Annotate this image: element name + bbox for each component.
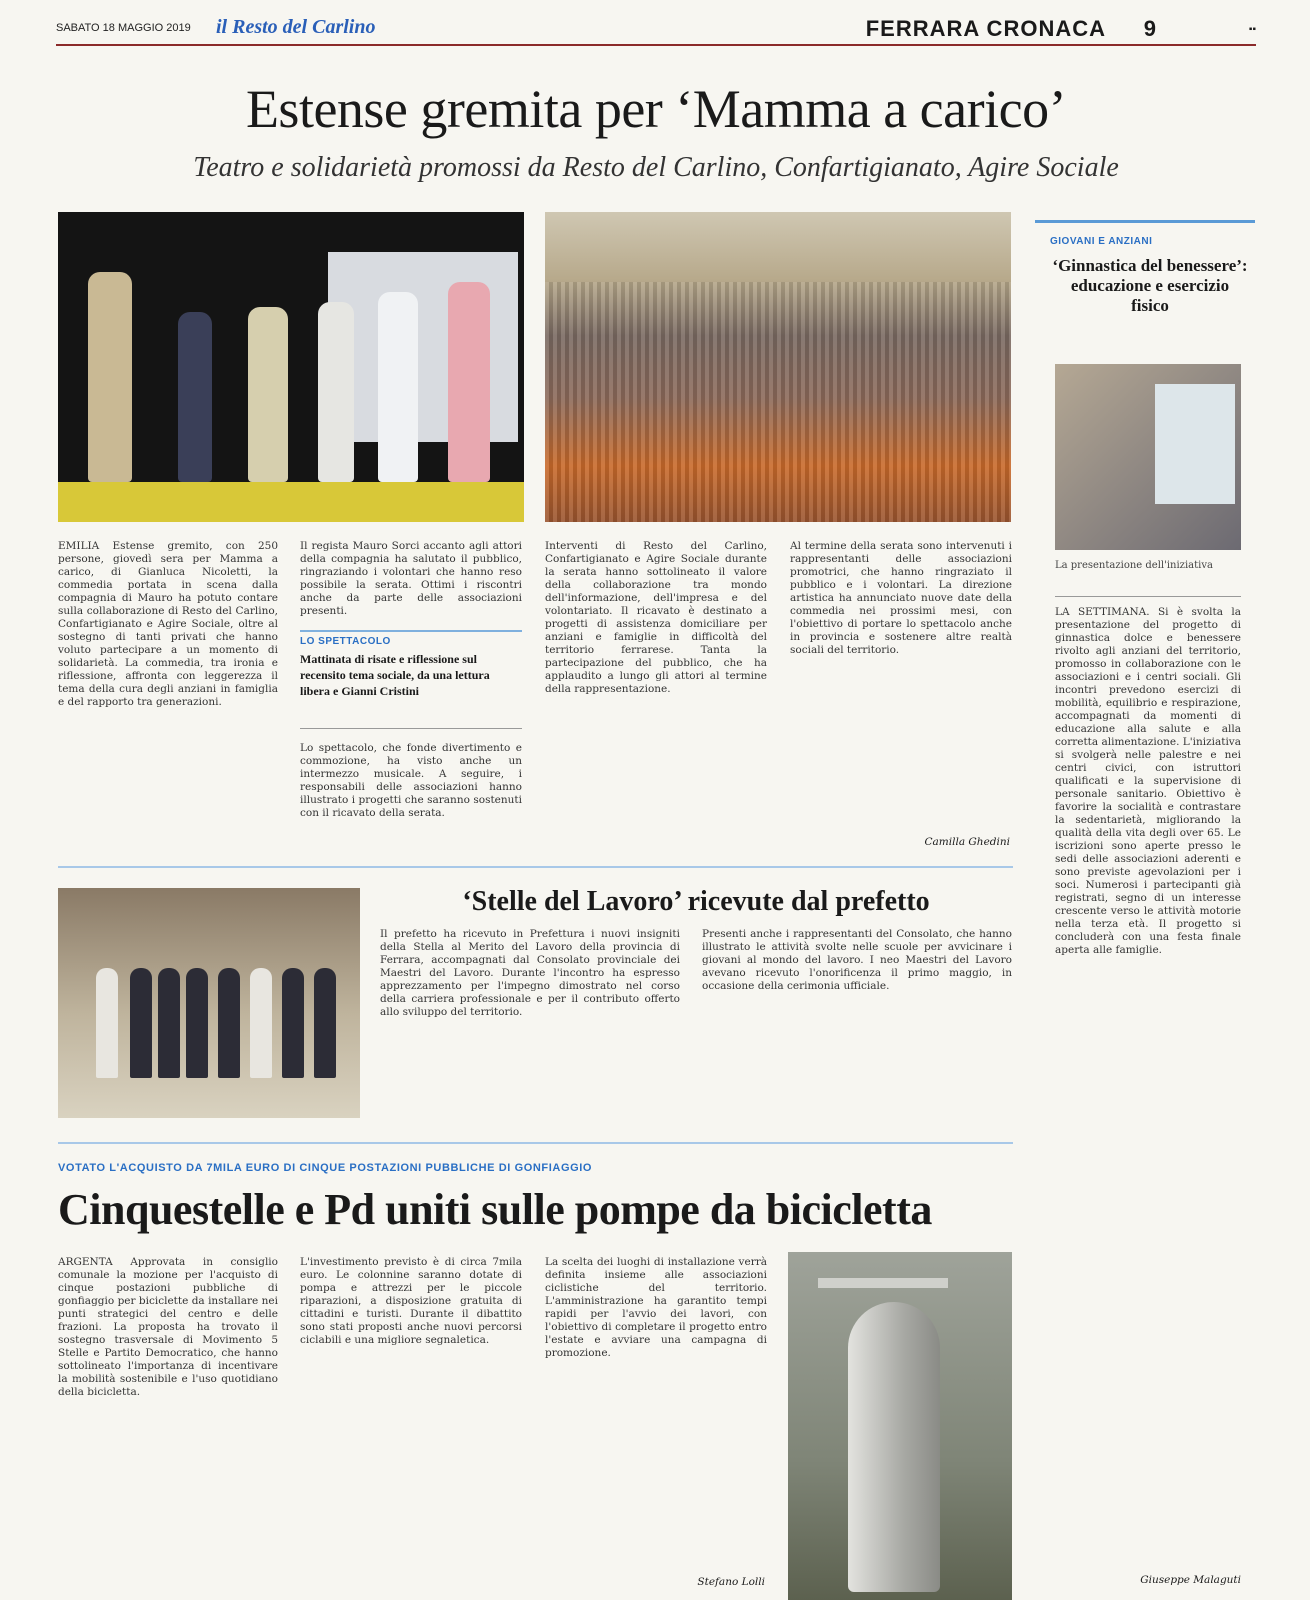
newspaper-logo: il Resto del Carlino bbox=[216, 16, 376, 38]
person-figure bbox=[314, 968, 336, 1078]
stage-floor bbox=[58, 482, 524, 522]
divider bbox=[1055, 596, 1241, 597]
second-article-col2: Presenti anche i rappresentanti del Consolato, che hanno illustrato le attività svolte nelle scuole per avvicinare i giovani al mondo del lavoro. I neo Maestri del Lavoro avevano ricevuto l'onorificenza il primo maggio, in occasione della cerimonia ufficiale. bbox=[702, 928, 1012, 992]
third-article-signature: Stefano Lolli bbox=[697, 1576, 765, 1588]
prefect-photo bbox=[58, 888, 360, 1118]
page-number: 9 bbox=[1143, 16, 1156, 41]
actor-figure bbox=[318, 302, 354, 482]
main-article-col3: Interventi di Resto del Carlino, Confartigianato e Agire Sociale durante la serata hanno sottolineato il valore della collaborazione tra mondo dell'informazione, dell'impresa e del volontariato. Il ricavato è destinato a progetti di assistenza domiciliare per anziani e famiglie in difficoltà del territorio ferrarese. Tanta la partecipazione del pubblico, che ha applaudito a lungo gli attori al termine della rappresentazione. bbox=[545, 540, 767, 695]
sidebar-signature: Giuseppe Malaguti bbox=[1140, 1574, 1241, 1586]
pump-cylinder bbox=[848, 1302, 940, 1592]
third-headline: Cinquestelle e Pd uniti sulle pompe da bicicletta bbox=[58, 1185, 932, 1234]
audience-photo bbox=[545, 212, 1011, 522]
actor-figure bbox=[88, 272, 132, 482]
bike-pump-photo bbox=[788, 1252, 1012, 1600]
main-article-col2-bottom: Lo spettacolo, che fonde divertimento e commozione, ha visto anche un intermezzo musicale. A seguire, i responsabili delle associazioni hanno illustrato i progetti che saranno sostenuti con il ricavato della serata. bbox=[300, 742, 522, 819]
divider bbox=[58, 1142, 1013, 1144]
actor-figure bbox=[378, 292, 418, 482]
inset-box bbox=[300, 630, 522, 729]
pump-handle bbox=[818, 1278, 948, 1288]
sidebar-caption: La presentazione dell'iniziativa bbox=[1055, 560, 1213, 571]
issue-date: SABATO 18 MAGGIO 2019 bbox=[56, 22, 191, 34]
third-article-col1: ARGENTA Approvata in consiglio comunale la mozione per l'acquisto di cinque postazioni pubbliche di gonfiaggio per biciclette da installare nei punti strategici del centro e delle frazioni. La proposta ha trovato il sostegno trasversale di Movimento 5 Stelle e Partito Democratico, che hanno sottolineato l'importanza di incentivare la mobilità sostenibile e l'uso quotidiano della bicicletta. bbox=[58, 1256, 278, 1398]
main-subhead: Teatro e solidarietà promossi da Resto del Carlino, Confartigianato, Agire Sociale bbox=[193, 152, 1119, 183]
main-article-col4: Al termine della serata sono intervenuti i rappresentanti delle associazioni promotrici, che hanno ringraziato il pubblico e i volontari. La direzione artistica ha annunciato nuove date della commedia nei prossimi mesi, con l'obiettivo di portare lo spettacolo anche in provincia e sostenere altre realtà sociali del territorio. bbox=[790, 540, 1012, 656]
second-headline: ‘Stelle del Lavoro’ ricevute dal prefetto bbox=[462, 886, 930, 917]
actor-figure bbox=[178, 312, 212, 482]
main-headline: Estense gremita per ‘Mamma a carico’ bbox=[245, 79, 1067, 139]
second-article-col1: Il prefetto ha ricevuto in Prefettura i nuovi insigniti della Stella al Merito del Lavoro della provincia di Ferrara, accompagnati dal Consolato provinciale dei Maestri del Lavoro. Durante l'incontro ha espresso apprezzamento per l'impegno dimostrato nel corso della carriera professionale e per il contributo offerto allo sviluppo del territorio. bbox=[380, 928, 680, 1018]
sidebar-body: LA SETTIMANA. Si è svolta la presentazione del progetto di ginnastica dolce e benessere rivolto agli anziani del territorio, promosso in collaborazione con le associazioni e i centri sociali. Gli incontri prevedono esercizi di mobilità, equilibrio e respirazione, accompagnati da momenti di educazione alla salute e alla corretta alimentazione. L'iniziativa si svolgerà nelle palestre e nei centri civici, con istruttori qualificati e la supervisione di personale sanitario. Obiettivo è favorire la socialità e contrastare la sedentarietà, migliorando la qualità della vita degli over 65. Le iscrizioni sono aperte presso le sedi delle associazioni aderenti e sono previste agevolazioni per i soci. Numerosi i partecipanti già registrati, segno di un interesse crescente verso le attività motorie nella terza età. Il progetto si concluderà con una festa finale aperta alle famiglie. bbox=[1055, 606, 1241, 956]
main-article-col2-top: Il regista Mauro Sorci accanto agli attori della compagnia ha salutato il pubblico, ringraziando i volontari che hanno reso possibile la serata. Ottimi i riscontri anche da parte delle associazioni presenti. bbox=[300, 540, 522, 617]
person-figure bbox=[186, 968, 208, 1078]
person-figure bbox=[282, 968, 304, 1078]
person-figure bbox=[130, 968, 152, 1078]
sidebar-kicker: GIOVANI E ANZIANI bbox=[1050, 236, 1153, 247]
main-article-signature: Camilla Ghedini bbox=[924, 836, 1010, 848]
third-article-col3: La scelta dei luoghi di installazione verrà definita insieme alle associazioni ciclistiche del territorio. L'amministrazione ha garantito tempi rapidi per l'avvio dei lavori, con l'obiettivo di completare il progetto entro l'estate e avviare una campagna di promozione. bbox=[545, 1256, 767, 1359]
main-article-col1: EMILIA Estense gremito, con 250 persone, giovedì sera per Mamma a carico, di Gianluca Nicoletti, la commedia portata in scena dalla compagnia di Mauro ha potuto contare sulla collaborazione di Resto del Carlino, Confartigianato e Agire Sociale, oltre al sostegno di tanti privati che hanno voluto partecipare a un momento di solidarietà. La commedia, tra ironia e riflessione, affronta con leggerezza il tema della cura degli anziani in famiglia e del rapporto tra generazioni. bbox=[58, 540, 278, 708]
inset-kicker: LO SPETTACOLO bbox=[300, 636, 391, 647]
sidebar-title: ‘Ginnastica del benessere’: educazione e esercizio fisico bbox=[1052, 256, 1248, 315]
actor-figure bbox=[448, 282, 490, 482]
divider bbox=[58, 866, 1013, 868]
corner-mark: ▪▪ bbox=[1248, 24, 1256, 35]
audience-crowd bbox=[545, 282, 1011, 522]
third-strap: VOTATO L'ACQUISTO DA 7MILA EURO DI CINQUE POSTAZIONI PUBBLICHE DI GONFIAGGIO bbox=[58, 1162, 593, 1174]
projection-screen bbox=[1155, 384, 1235, 504]
actor-figure bbox=[248, 307, 288, 482]
third-article-col2: L'investimento previsto è di circa 7mila euro. Le colonnine saranno dotate di pompa e attrezzi per le piccole riparazioni, a disposizione gratuita di cittadini e turisti. Durante il dibattito sono stati proposti anche nuovi percorsi ciclabili e una migliore segnaletica. bbox=[300, 1256, 522, 1346]
section-title: FERRARA CRONACA bbox=[865, 16, 1106, 41]
stage-photo bbox=[58, 212, 524, 522]
inset-text: Mattinata di risate e riflessione sul recensito tema sociale, da una lettura libera e Gianni Cristini bbox=[300, 652, 490, 698]
person-figure bbox=[96, 968, 118, 1078]
person-figure bbox=[158, 968, 180, 1078]
person-figure bbox=[250, 968, 272, 1078]
page-header bbox=[56, 16, 1256, 46]
sidebar-photo bbox=[1055, 364, 1241, 550]
person-figure bbox=[218, 968, 240, 1078]
sidebar-top-rule bbox=[1035, 220, 1255, 223]
